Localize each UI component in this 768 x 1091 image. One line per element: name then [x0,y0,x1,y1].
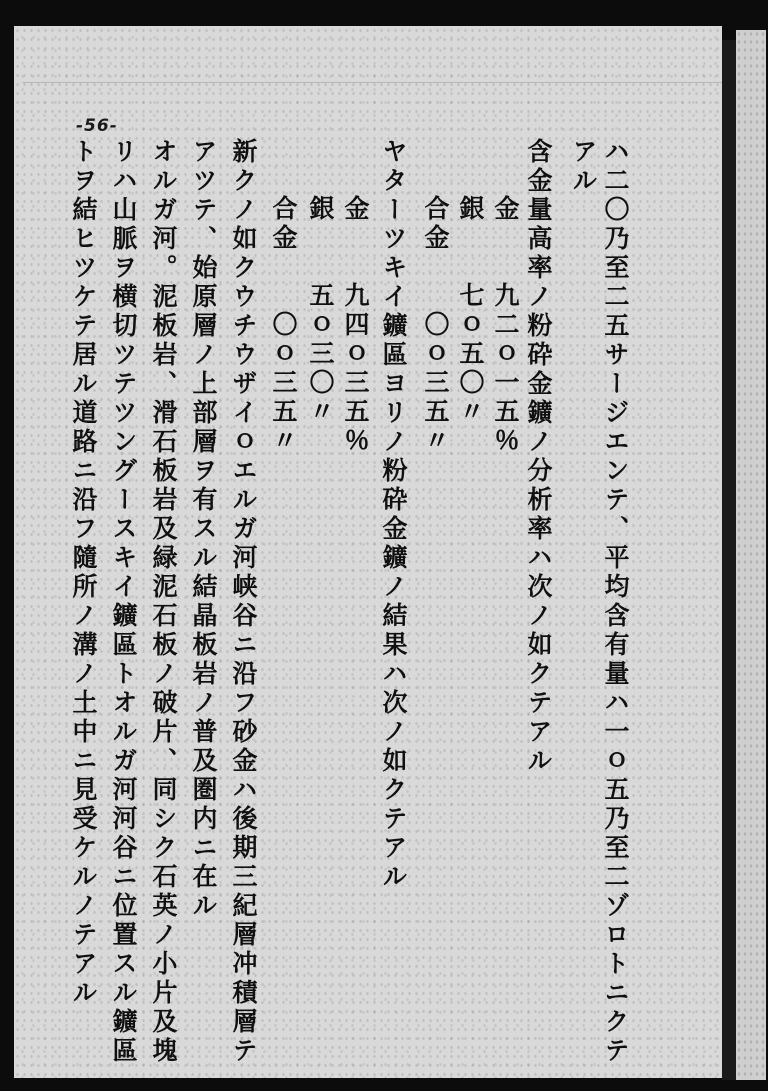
text-column-12: アツテ、始原層ノ上部層ヲ有スル結晶板岩ノ普及圏内ニ在ル [189,138,218,921]
assay-row-silver-2: 銀 五ｏ三〇〃 [306,195,335,427]
next-page-edge [736,30,766,1080]
text-column-7: ヤターツキイ鑛區ヨリノ粉砕金鑛ノ結果ハ次ノ如クテアル [379,138,408,892]
text-column-15: トヲ結ヒツケテ居ル道路ニ沿フ隨所ノ溝ノ土中ニ見受ケルノテアル [69,138,98,1008]
text-column-1: ハ二〇乃至二五サージエンテ、平均含有量ハ一ｏ五乃至二ゾロトニクテ [601,138,630,1066]
assay-row-gold-1: 金 九二ｏ一五％ [491,195,520,456]
assay-row-alloy-1: 合金 〇ｏ三五〃 [421,195,450,456]
binding-shadow [722,40,736,1080]
text-column-2: アル [569,138,598,196]
text-column-11: 新クノ如クウチウザイｏエルガ河峡谷ニ沿フ砂金ハ後期三紀層冲積層テ [229,138,258,1066]
page-number: -56- [76,116,118,136]
text-column-13: オルガ河。泥板岩、滑石板岩及緑泥石板ノ破片、同シク石英ノ小片及塊 [149,138,178,1066]
assay-row-alloy-2: 合金 〇ｏ三五〃 [269,195,298,456]
text-column-14: リハ山脈ヲ横切ツテツングースキイ鑛區トオルガ河河谷ニ位置スル鑛區 [109,138,138,1066]
text-column-3: 含金量高率ノ粉砕金鑛ノ分析率ハ次ノ如クテアル [524,138,553,776]
assay-row-gold-2: 金 九四ｏ三五％ [341,195,370,456]
header-rule [22,82,722,83]
assay-row-silver-1: 銀 七ｏ五〇〃 [456,195,485,427]
